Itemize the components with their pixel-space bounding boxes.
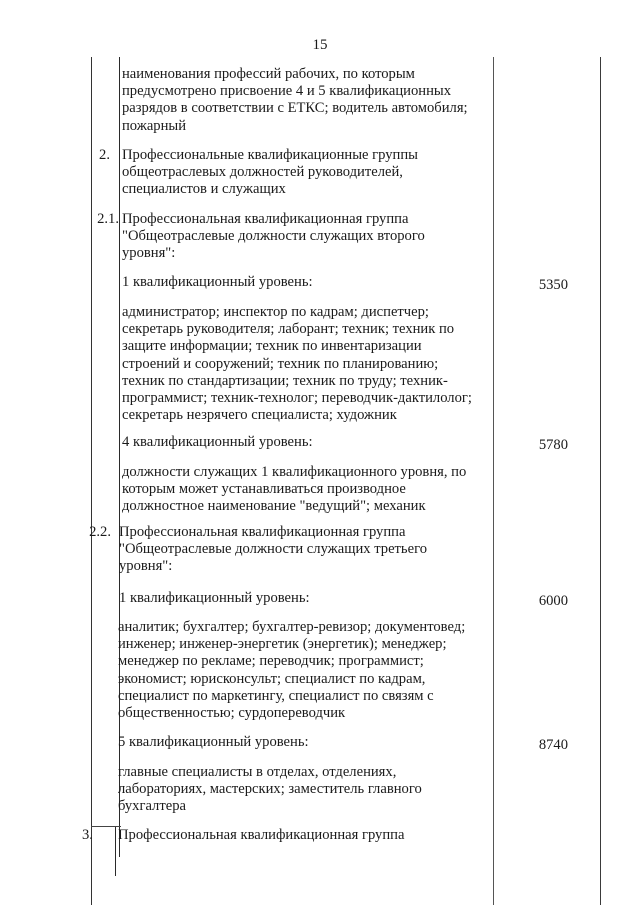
row-number: 2.	[99, 147, 110, 163]
cell-text	[122, 66, 468, 135]
text-line: администратор; инспектор по кадрам; диспетчер;	[122, 304, 429, 320]
text-line: защите информации; техник по инвентаризации	[122, 338, 422, 355]
cell-text	[118, 827, 404, 844]
text-line: аналитик; бухгалтер; бухгалтер-ревизор; документовед;	[118, 619, 466, 635]
text-line: должностное наименование "ведущий"; механик	[122, 498, 426, 515]
text-line: которым может устанавливаться производное	[122, 481, 406, 498]
text-line: специалистов и служащих	[122, 181, 286, 198]
table-column-divider	[115, 826, 116, 876]
cell-text	[122, 211, 425, 263]
text-line: строений и сооружений; техник по планированию;	[122, 355, 439, 372]
text-line: 1 квалификационный уровень:	[122, 274, 313, 290]
text-line: экономист; юрисконсульт; специалист по кадрам,	[118, 670, 426, 687]
text-line: лабораториях, мастерских; заместитель главного	[118, 781, 422, 798]
cell-text	[122, 434, 313, 451]
text-line: Профессиональная квалификационная группа	[119, 524, 406, 540]
text-line: уровня":	[122, 245, 176, 262]
cell-text	[122, 274, 313, 291]
cell-text	[119, 590, 310, 607]
text-line: менеджер по рекламе; переводчик; программист;	[118, 653, 424, 670]
text-line: 4 квалификационный уровень:	[122, 434, 313, 450]
page-number: 15	[312, 37, 328, 53]
text-line: Профессиональная квалификационная группа	[118, 827, 405, 843]
text-line: программист; техник-технолог; переводчик-дактилолог;	[122, 390, 472, 407]
row-number: 3.	[82, 827, 93, 843]
salary-value: 8740	[538, 737, 568, 753]
text-line: общеотраслевых должностей руководителей,	[122, 164, 403, 181]
text-line: техник по стандартизации; техник по труду; техник-	[122, 372, 448, 389]
text-line: пожарный	[122, 117, 187, 134]
text-line: разрядов в соответствии с ЕТКС; водитель автомобиля;	[122, 100, 468, 117]
salary-value: 6000	[538, 593, 568, 609]
salary-value: 5780	[538, 437, 568, 453]
text-line: 5 квалификационный уровень:	[118, 734, 309, 750]
table-row-divider	[91, 826, 121, 827]
text-line: "Общеотраслевые должности служащих второго	[122, 228, 425, 245]
cell-text	[122, 147, 418, 199]
row-number: 2.2.	[89, 524, 111, 540]
text-line: инженер; инженер-энергетик (энергетик); менеджер;	[118, 636, 447, 653]
text-line: секретарь руководителя; лаборант; техник; техник по	[122, 321, 455, 338]
table-right-border	[600, 57, 601, 905]
text-line: уровня":	[119, 558, 173, 575]
cell-text	[118, 764, 422, 816]
text-line: должности служащих 1 квалификационного уровня, по	[122, 464, 467, 480]
text-line: секретарь незрячего специалиста; художник	[122, 407, 397, 424]
cell-text	[122, 464, 466, 516]
text-line: общественностью; сурдопереводчик	[118, 705, 346, 722]
table-column-divider	[493, 57, 494, 905]
text-line: наименования профессий рабочих, по которым	[122, 66, 415, 82]
cell-text	[118, 734, 309, 751]
text-line: "Общеотраслевые должности служащих третьего	[119, 541, 427, 558]
cell-text	[119, 524, 427, 576]
salary-value: 5350	[538, 277, 568, 293]
row-number: 2.1.	[97, 211, 119, 227]
text-line: 1 квалификационный уровень:	[119, 590, 310, 606]
text-line: предусмотрено присвоение 4 и 5 квалификационных	[122, 83, 451, 100]
text-line: специалист по маркетингу, специалист по связям с	[118, 687, 434, 704]
text-line: Профессиональная квалификационная группа	[122, 211, 409, 227]
table-left-border	[91, 57, 92, 905]
text-line: главные специалисты в отделах, отделениях,	[118, 764, 397, 780]
text-line: бухгалтера	[118, 798, 186, 815]
text-line: Профессиональные квалификационные группы	[122, 147, 418, 163]
cell-text	[118, 619, 465, 722]
cell-text	[122, 304, 472, 424]
